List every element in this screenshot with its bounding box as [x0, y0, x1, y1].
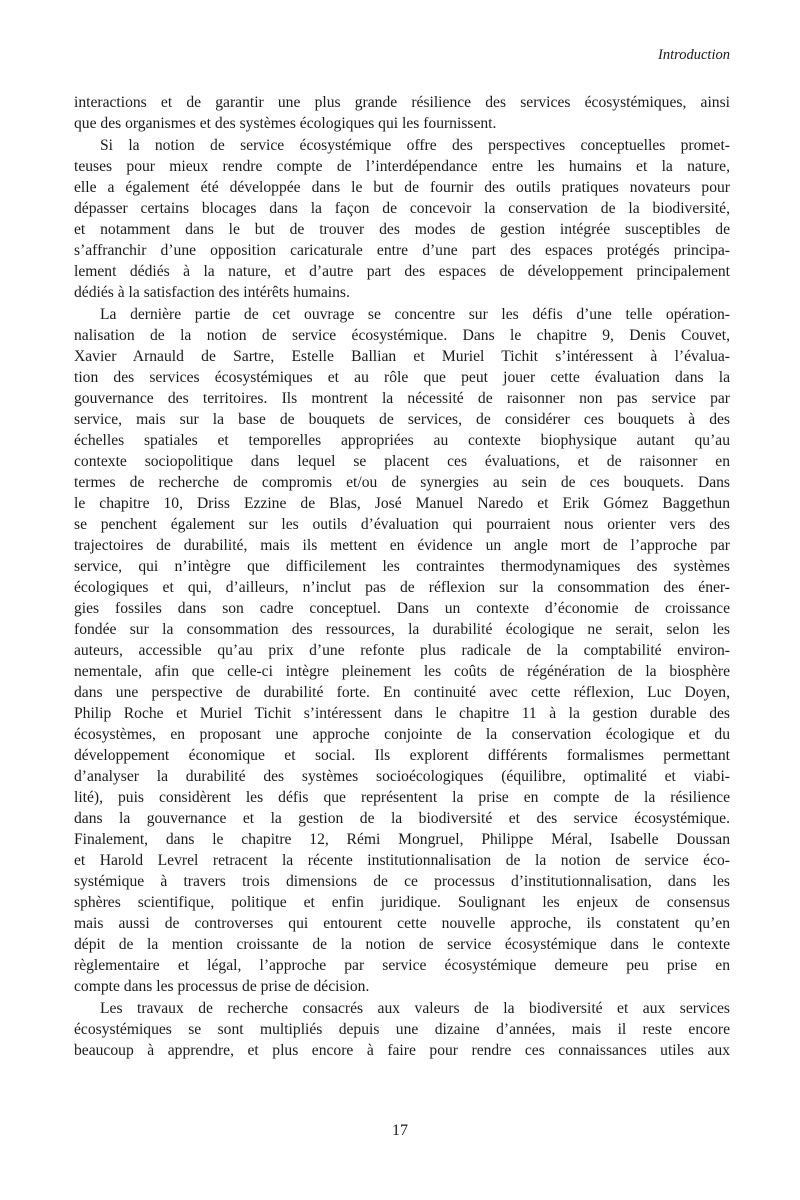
text-line: beaucoup à apprendre, et plus encore à faire pour rendre ces connaissances utiles aux — [74, 1042, 730, 1059]
text-line: sphères scientifique, politique et enfin juridique. Soulignant les enjeux de consensus — [74, 894, 730, 911]
text-line: écologiques et qui, d’ailleurs, n’inclut pas de réflexion sur la consommation des éner- — [74, 579, 730, 596]
text-line: systémique à travers trois dimensions de ce processus d’institutionnalisation, dans les — [74, 873, 730, 890]
text-line: se penchent également sur les outils d’évaluation qui pourraient nous orienter vers des — [74, 516, 730, 533]
paragraph — [74, 304, 730, 997]
text-line: Si la notion de service écosystémique offre des perspectives conceptuelles promet- — [100, 137, 730, 154]
text-line: interactions et de garantir une plus grande résilience des services écosystémiques, ainsi — [74, 94, 730, 111]
paragraph — [74, 998, 730, 1061]
text-line: Finalement, dans le chapitre 12, Rémi Mongruel, Philippe Méral, Isabelle Doussan — [74, 831, 730, 848]
text-line: tion des services écosystémiques et au rôle que peut jouer cette évaluation dans la — [74, 369, 730, 386]
text-line: dépasser certains blocages dans la façon de concevoir la conservation de la biodiversité, — [74, 200, 730, 217]
text-line: dédiés à la satisfaction des intérêts humains. — [74, 284, 350, 301]
text-line: Xavier Arnauld de Sartre, Estelle Ballian et Muriel Tichit s’intéressent à l’évalua- — [74, 348, 730, 365]
text-line: dans une perspective de durabilité forte. En continuité avec cette réflexion, Luc Doyen, — [74, 684, 730, 701]
paragraph — [74, 92, 730, 134]
paragraph — [74, 135, 730, 303]
text-line: compte dans les processus de prise de décision. — [74, 978, 370, 995]
text-line: service, mais sur la base de bouquets de services, de considérer ces bouquets à des — [74, 411, 730, 428]
text-line: développement économique et social. Ils explorent différents formalismes permettant — [74, 747, 730, 764]
text-line: nalisation de la notion de service écosystémique. Dans le chapitre 9, Denis Couvet, — [74, 327, 730, 344]
text-line: lité), puis considèrent les défis que représentent la prise en compte de la résilience — [74, 789, 730, 806]
page-number: 17 — [392, 1122, 408, 1139]
text-line: dépit de la mention croissante de la notion de service écosystémique dans le contexte — [74, 936, 730, 953]
text-line: service, qui n’intègre que difficilement les contraintes thermodynamiques des systèmes — [74, 558, 730, 575]
text-line: lement dédiés à la nature, et d’autre part des espaces de développement principalement — [74, 263, 730, 280]
text-line: fondée sur la consommation des ressources, la durabilité écologique ne serait, selon les — [74, 621, 730, 638]
text-line: termes de recherche de compromis et/ou de synergies au sein de ces bouquets. Dans — [74, 474, 730, 491]
text-line: et Harold Levrel retracent la récente institutionnalisation de la notion de service éco- — [74, 852, 730, 869]
text-line: auteurs, accessible qu’au prix d’une refonte plus radicale de la comptabilité environ- — [74, 642, 730, 659]
running-head: Introduction — [658, 47, 730, 63]
text-line: Les travaux de recherche consacrés aux valeurs de la biodiversité et aux services — [100, 1000, 730, 1017]
text-line: écosystémiques se sont multipliés depuis une dizaine d’années, mais il reste encore — [74, 1021, 730, 1038]
text-line: elle a également été développée dans le but de fournir des outils pratiques novateurs pour — [74, 179, 730, 196]
text-line: et notamment dans le but de trouver des modes de gestion intégrée susceptibles de — [74, 221, 730, 238]
text-line: trajectoires de durabilité, mais ils mettent en évidence un angle mort de l’approche par — [74, 537, 730, 554]
text-line: Philip Roche et Muriel Tichit s’intéressent dans le chapitre 11 à la gestion durable des — [74, 705, 730, 722]
text-line: dans la gouvernance et la gestion de la biodiversité et des service écosystémique. — [74, 810, 730, 827]
text-line: le chapitre 10, Driss Ezzine de Blas, José Manuel Naredo et Erik Gómez Baggethun — [74, 495, 730, 512]
text-line: s’affranchir d’une opposition caricaturale entre d’une part des espaces protégés principa- — [74, 242, 730, 259]
text-line: gouvernance des territoires. Ils montrent la nécessité de raisonner non pas service par — [74, 390, 730, 407]
text-line: que des organismes et des systèmes écologiques qui les fournissent. — [74, 115, 497, 132]
text-line: règlementaire et légal, l’approche par service écosystémique demeure peu prise en — [74, 957, 730, 974]
text-line: écosystèmes, en proposant une approche conjointe de la conservation écologique et du — [74, 726, 730, 743]
text-line: La dernière partie de cet ouvrage se concentre sur les défis d’une telle opération- — [100, 306, 730, 323]
text-line: échelles spatiales et temporelles appropriées au contexte biophysique autant qu’au — [74, 432, 730, 449]
text-line: teuses pour mieux rendre compte de l’interdépendance entre les humains et la nature, — [74, 158, 730, 175]
text-line: gies fossiles dans son cadre conceptuel. Dans un contexte d’économie de croissance — [74, 600, 730, 617]
text-line: nementale, afin que celle-ci intègre pleinement les coûts de régénération de la biosphère — [74, 663, 730, 680]
text-line: contexte sociopolitique dans lequel se placent ces évaluations, et de raisonner en — [74, 453, 730, 470]
body-text — [74, 92, 730, 1062]
text-line: d’analyser la durabilité des systèmes socioécologiques (équilibre, optimalité et viabi- — [74, 768, 730, 785]
text-line: mais aussi de controverses qui entourent cette nouvelle approche, ils constatent qu’en — [74, 915, 730, 932]
